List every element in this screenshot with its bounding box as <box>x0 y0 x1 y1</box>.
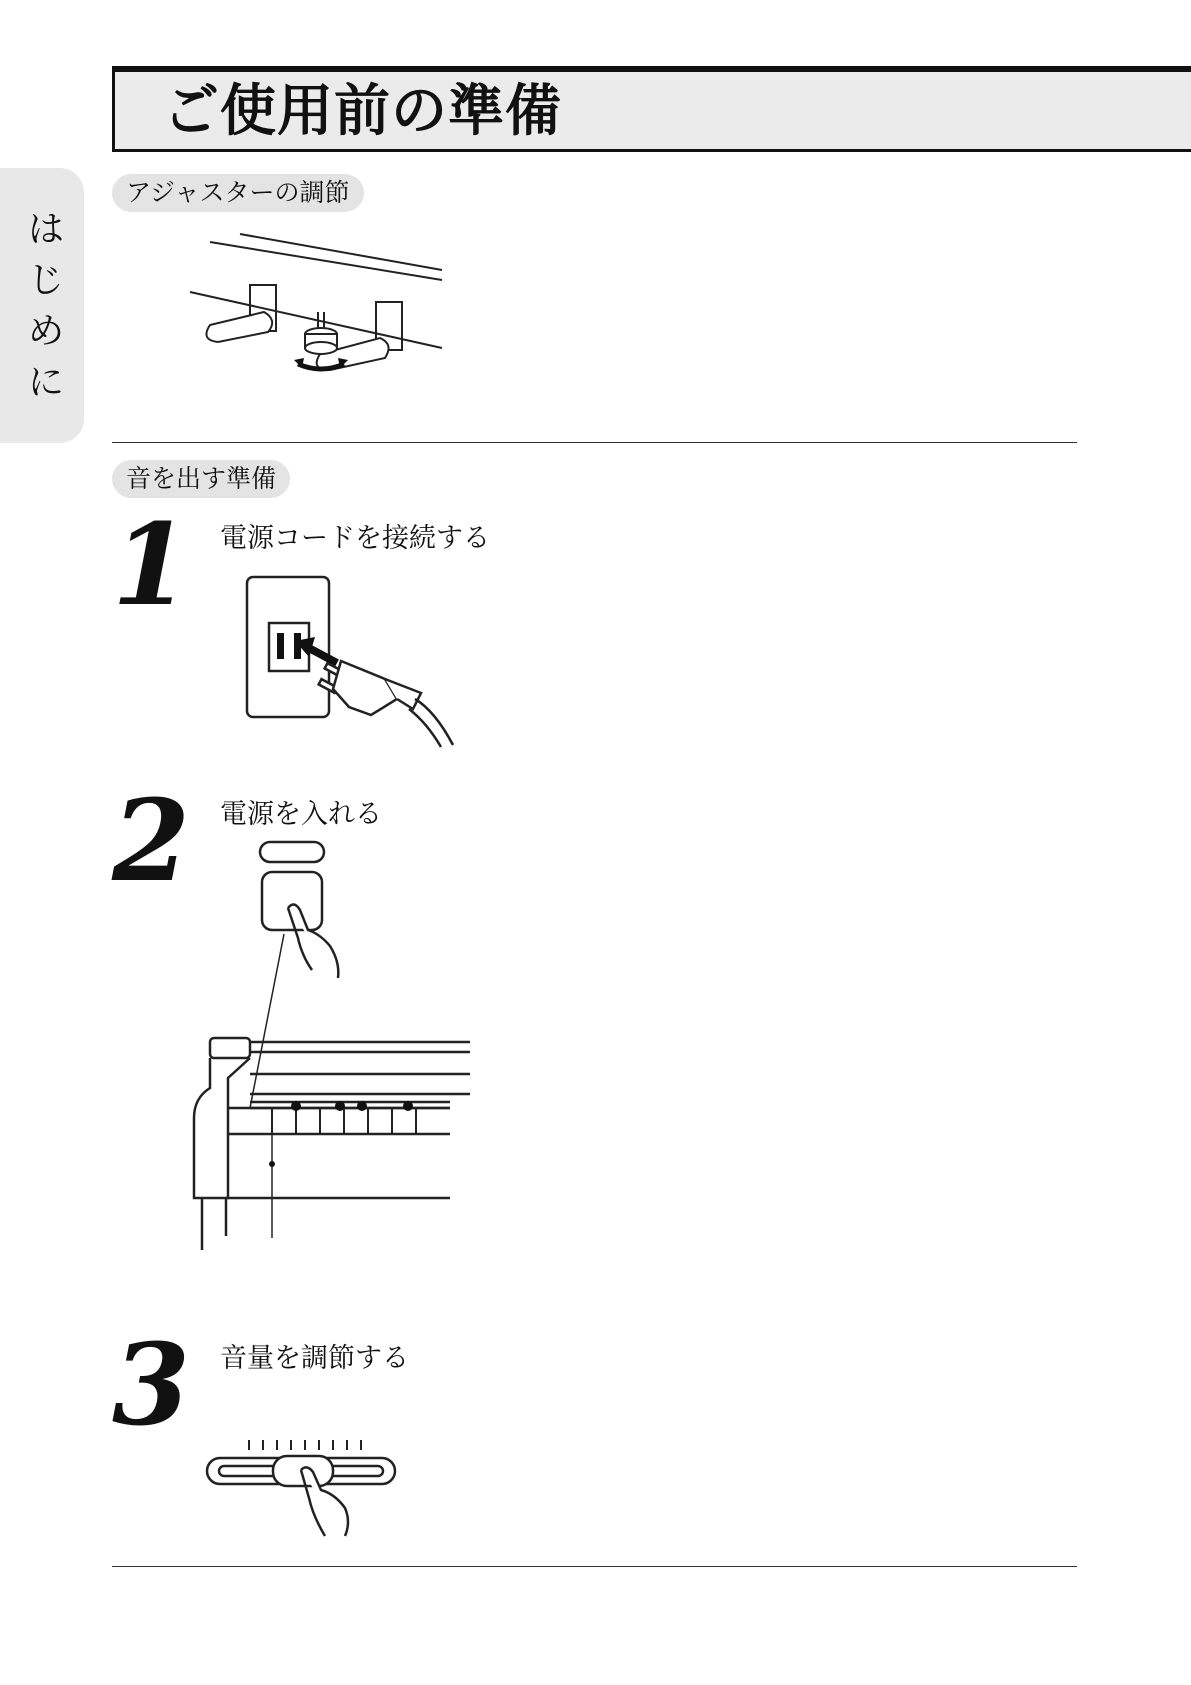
side-tab[interactable] <box>0 168 84 443</box>
volume-slider-illustration <box>205 1436 405 1540</box>
section-label-sound-prep: 音を出す準備 <box>112 460 290 498</box>
step-title-3: 音量を調節する <box>220 1343 409 1374</box>
step-number-3: 3 <box>112 1320 190 1451</box>
section-divider <box>112 442 1077 443</box>
step-number-2: 2 <box>112 776 190 907</box>
step-title-2: 電源を入れる <box>220 799 382 830</box>
section-label-adjuster: アジャスターの調節 <box>112 174 364 212</box>
page-header <box>112 66 1191 152</box>
adjuster-pedal-illustration <box>180 230 460 380</box>
step-title-1: 電源コードを接続する <box>220 523 490 554</box>
bottom-divider <box>112 1566 1077 1567</box>
power-button-illustration <box>180 838 480 1258</box>
power-outlet-illustration <box>245 575 455 750</box>
side-tab-label: はじめに <box>27 209 64 403</box>
step-number-1: 1 <box>112 500 190 631</box>
page-title: ご使用前の準備 <box>163 79 562 144</box>
